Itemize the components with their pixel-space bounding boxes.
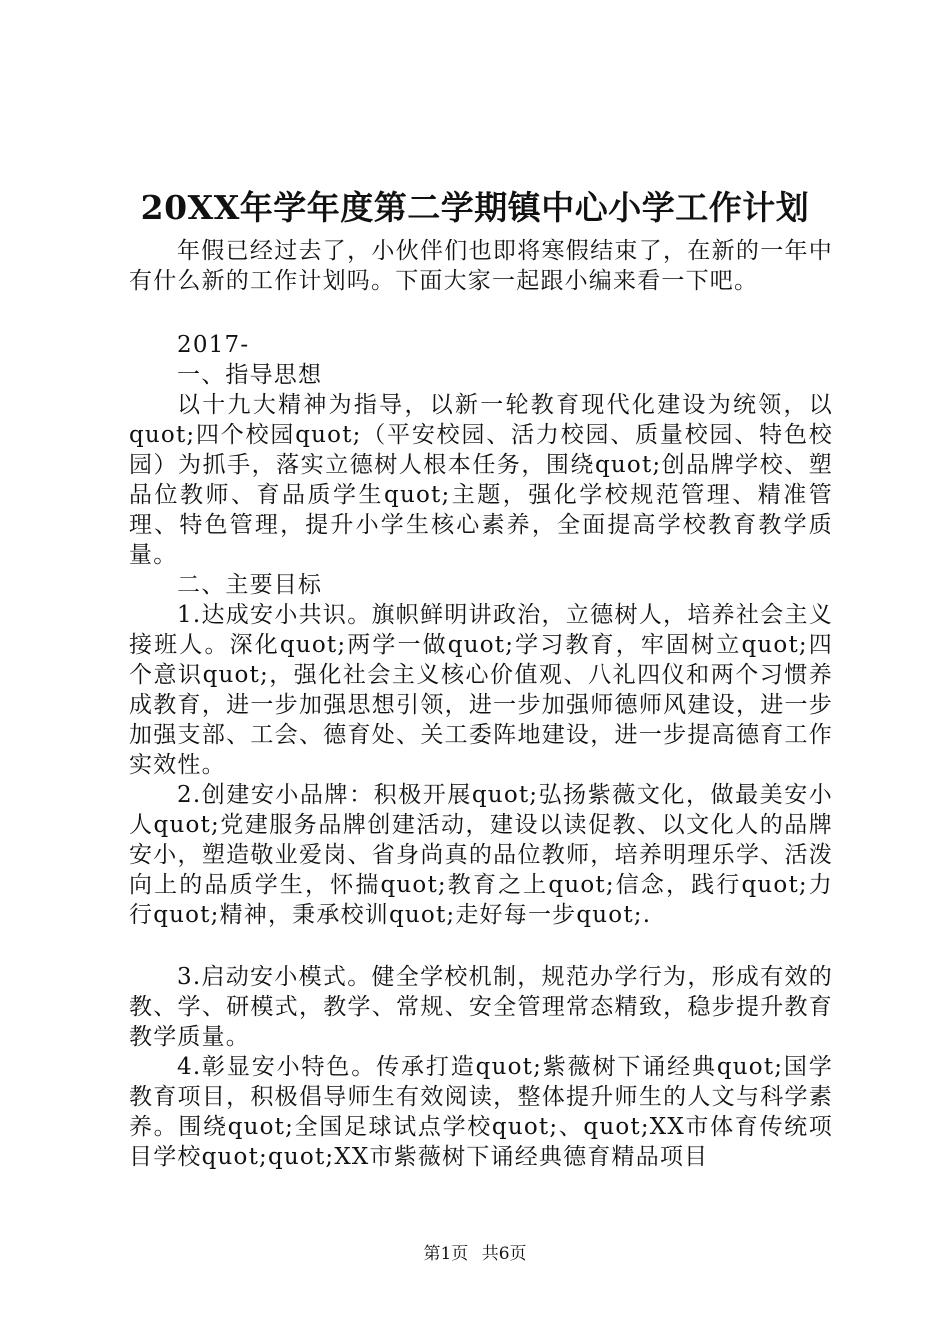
intro-paragraph: 年假已经过去了，小伙伴们也即将寒假结束了，在新的一年中有什么新的工作计划吗。下面大家一起跟小编来看一下吧。	[129, 238, 833, 294]
section-heading-guiding-ideology: 一、指导思想	[177, 362, 323, 388]
page-footer	[0, 1243, 950, 1265]
year-line: 2017-	[177, 332, 250, 358]
page-number: 第1页	[423, 1244, 469, 1264]
goal-item-4: 4.彰显安小特色。传承打造quot;紫薇树下诵经典quot;国学教育项目，积极倡导师生有效阅读，整体提升师生的人文与科学素养。围绕quot;全国足球试点学校quot;、quot;XX市体育传统项目学校quot;quot;XX市紫薇树下诵经典德育精品项目	[129, 1054, 833, 1170]
document-title: 20XX年学年度第二学期镇中心小学工作计划	[140, 188, 810, 227]
goal-item-1: 1.达成安小共识。旗帜鲜明讲政治，立德树人，培养社会主义接班人。深化quot;两学一做quot;学习教育，牢固树立quot;四个意识quot;，强化社会主义核心价值观、八礼四仪和两个习惯养成教育，进一步加强思想引领，进一步加强师德师风建设，进一步加强支部、工会、德育处、关工委阵地建设，进一步提高德育工作实效性。	[129, 602, 833, 778]
goal-item-3: 3.启动安小模式。健全学校机制，规范办学行为，形成有效的教、学、研模式，教学、常规、安全管理常态精致，稳步提升教育教学质量。	[129, 964, 833, 1050]
document-body	[129, 236, 833, 1172]
goal-item-2: 2.创建安小品牌：积极开展quot;弘扬紫薇文化，做最美安小人quot;党建服务品牌创建活动，建设以读促教、以文化人的品牌安小，塑造敬业爱岗、省身尚真的品位教师，培养明理乐学、活泼向上的品质学生，怀揣quot;教育之上quot;信念，践行quot;力行quot;精神，秉承校训quot;走好每一步quot;.	[129, 782, 833, 928]
paragraph-gap	[129, 296, 833, 330]
guiding-ideology-paragraph: 以十九大精神为指导，以新一轮教育现代化建设为统领，以quot;四个校园quot;（平安校园、活力校园、质量校园、特色校园）为抓手，落实立德树人根本任务，围绕quot;创品牌学校、塑品位教师、育品质学生quot;主题，强化学校规范管理、精准管理、特色管理，提升小学生核心素养，全面提高学校教育教学质量。	[129, 392, 833, 568]
paragraph-gap	[129, 930, 833, 962]
section-heading-main-goals: 二、主要目标	[177, 572, 323, 598]
page-total: 共6页	[481, 1244, 527, 1264]
